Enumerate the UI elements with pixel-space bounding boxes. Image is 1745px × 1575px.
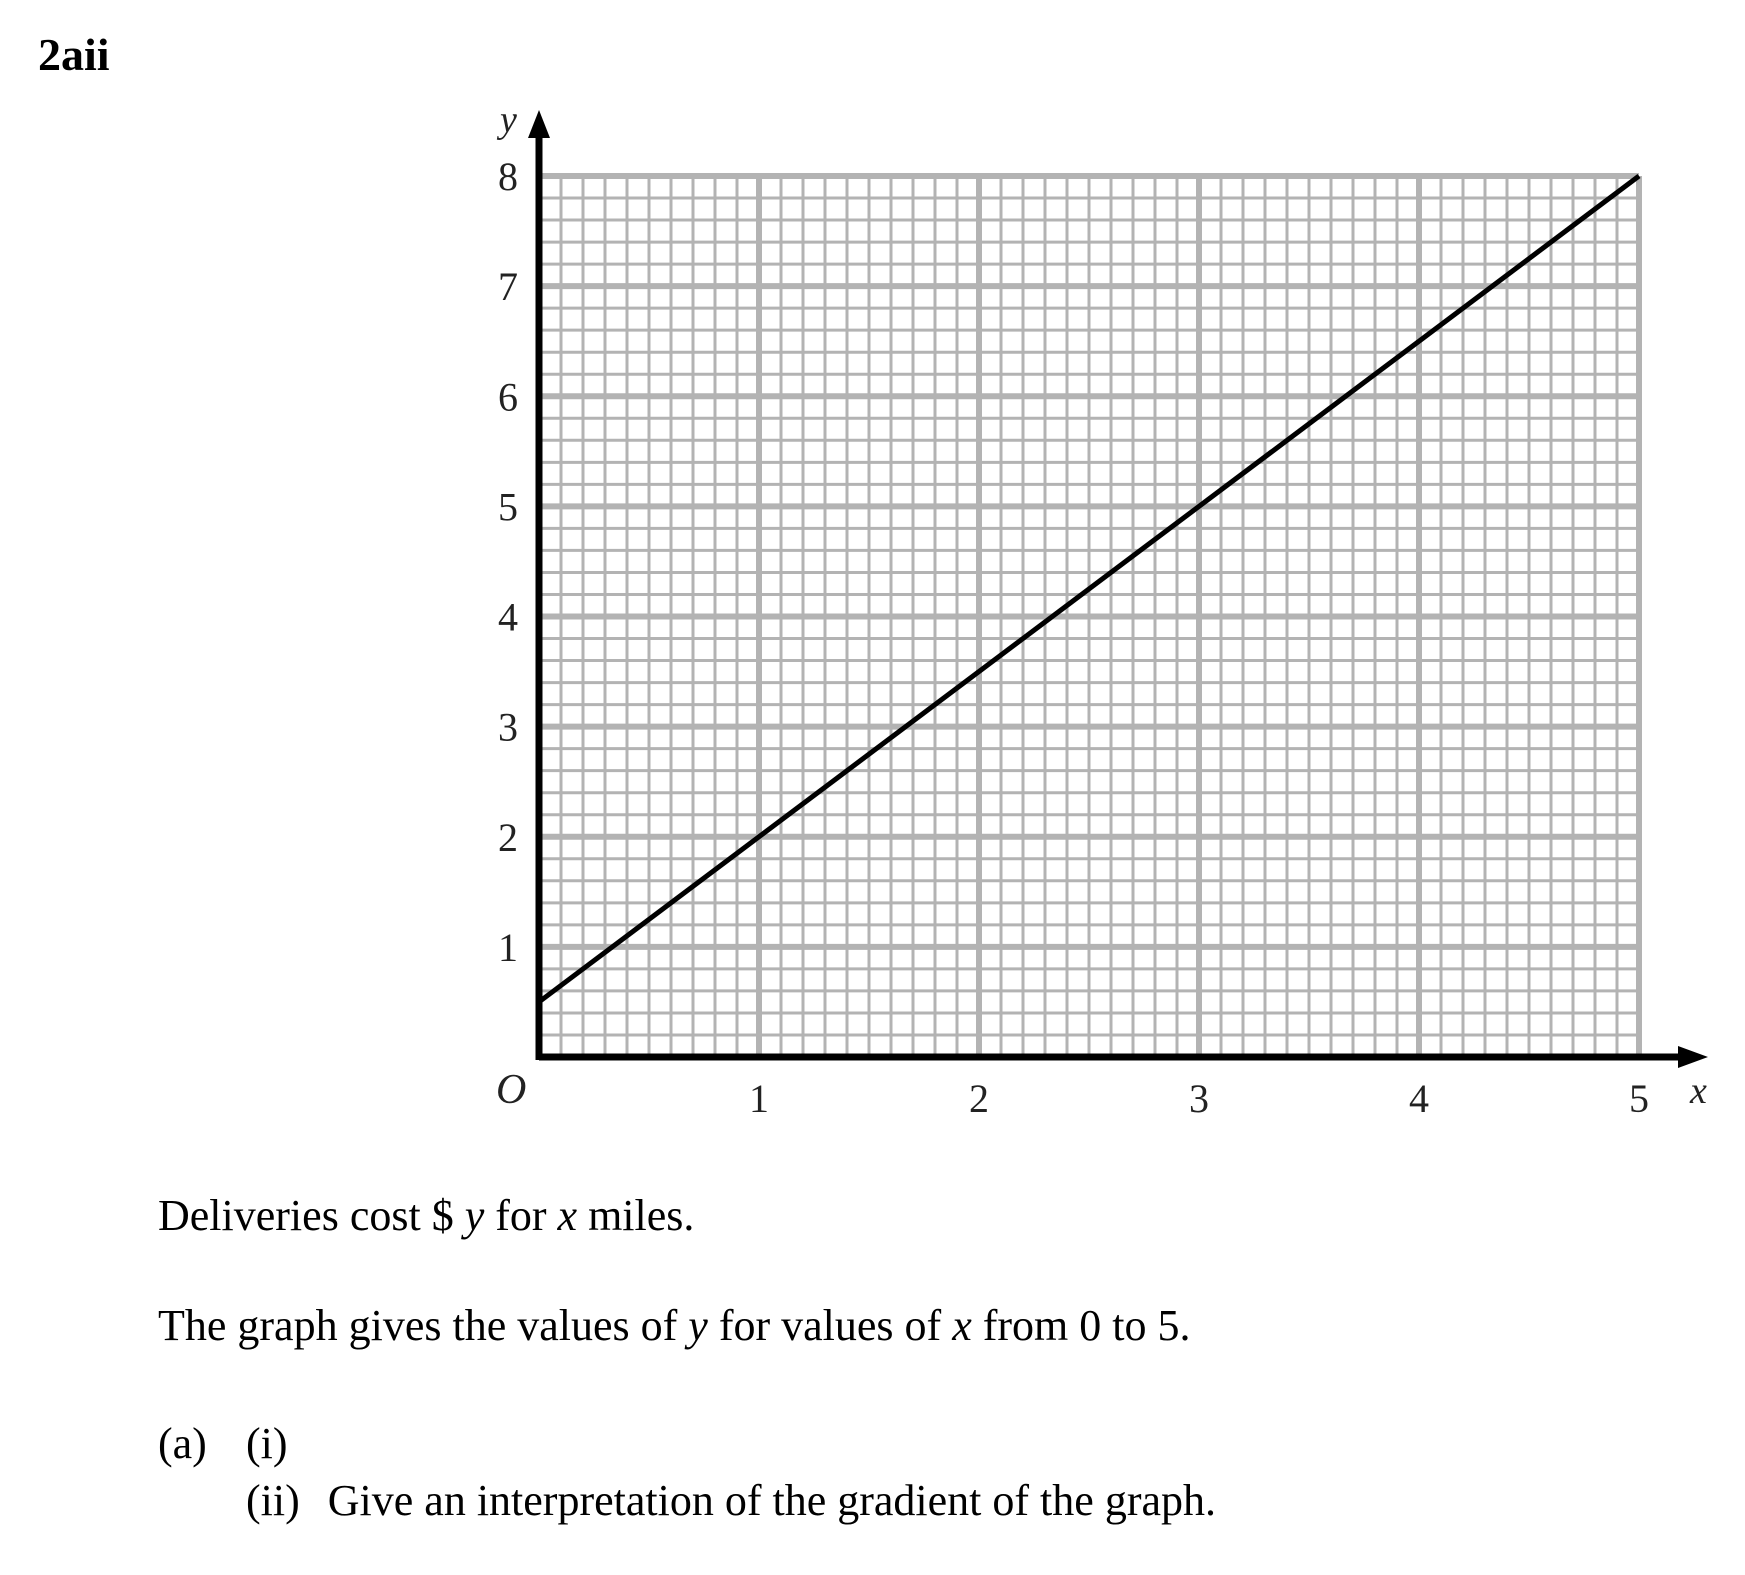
y-tick-label: 5 xyxy=(498,484,518,530)
x-tick-label: 5 xyxy=(1629,1076,1649,1121)
line2-part-a: The graph gives the values of xyxy=(158,1301,689,1350)
part-a-label: (a) xyxy=(158,1419,207,1468)
part-a-ii xyxy=(246,1475,1216,1526)
x-tick-label: 2 xyxy=(969,1076,989,1121)
x-tick-label: 1 xyxy=(749,1076,769,1121)
line2-part-b: for values of xyxy=(707,1301,953,1350)
part-a-i-label: (i) xyxy=(246,1419,288,1468)
line1-x-var: x xyxy=(557,1191,578,1240)
part-a-ii-question: Give an interpretation of the gradient of the graph. xyxy=(327,1476,1216,1525)
y-tick-label: 1 xyxy=(498,924,518,970)
y-axis-label: y xyxy=(500,99,517,141)
part-a xyxy=(158,1418,288,1469)
y-tick-label: 8 xyxy=(498,154,518,199)
line2-x-var: x xyxy=(952,1301,972,1350)
x-tick-label: 3 xyxy=(1189,1076,1209,1121)
context-line-1 xyxy=(158,1190,694,1241)
y-tick-label: 7 xyxy=(498,264,518,310)
y-tick-label: 3 xyxy=(498,704,518,750)
context-line-2 xyxy=(158,1300,1190,1351)
line1-part-b: for xyxy=(484,1191,558,1240)
line1-part-c: miles. xyxy=(577,1191,695,1240)
y-tick-label: 2 xyxy=(498,814,518,860)
y-axis-arrow xyxy=(528,110,550,138)
line2-y-var: y xyxy=(688,1301,708,1350)
x-axis-label: x xyxy=(1690,1070,1707,1112)
line2-part-c: from 0 to 5. xyxy=(971,1301,1191,1350)
origin-label: O xyxy=(496,1067,527,1113)
line1-part-a: Deliveries cost $ xyxy=(158,1191,465,1240)
x-tick-label: 4 xyxy=(1409,1076,1429,1121)
question-number: 2aii xyxy=(38,29,110,80)
part-a-ii-label: (ii) xyxy=(246,1476,300,1525)
y-tick-label: 6 xyxy=(498,374,518,420)
x-axis-arrow xyxy=(1678,1046,1708,1068)
line1-y-var: y xyxy=(464,1191,485,1240)
y-tick-label: 4 xyxy=(498,594,518,640)
